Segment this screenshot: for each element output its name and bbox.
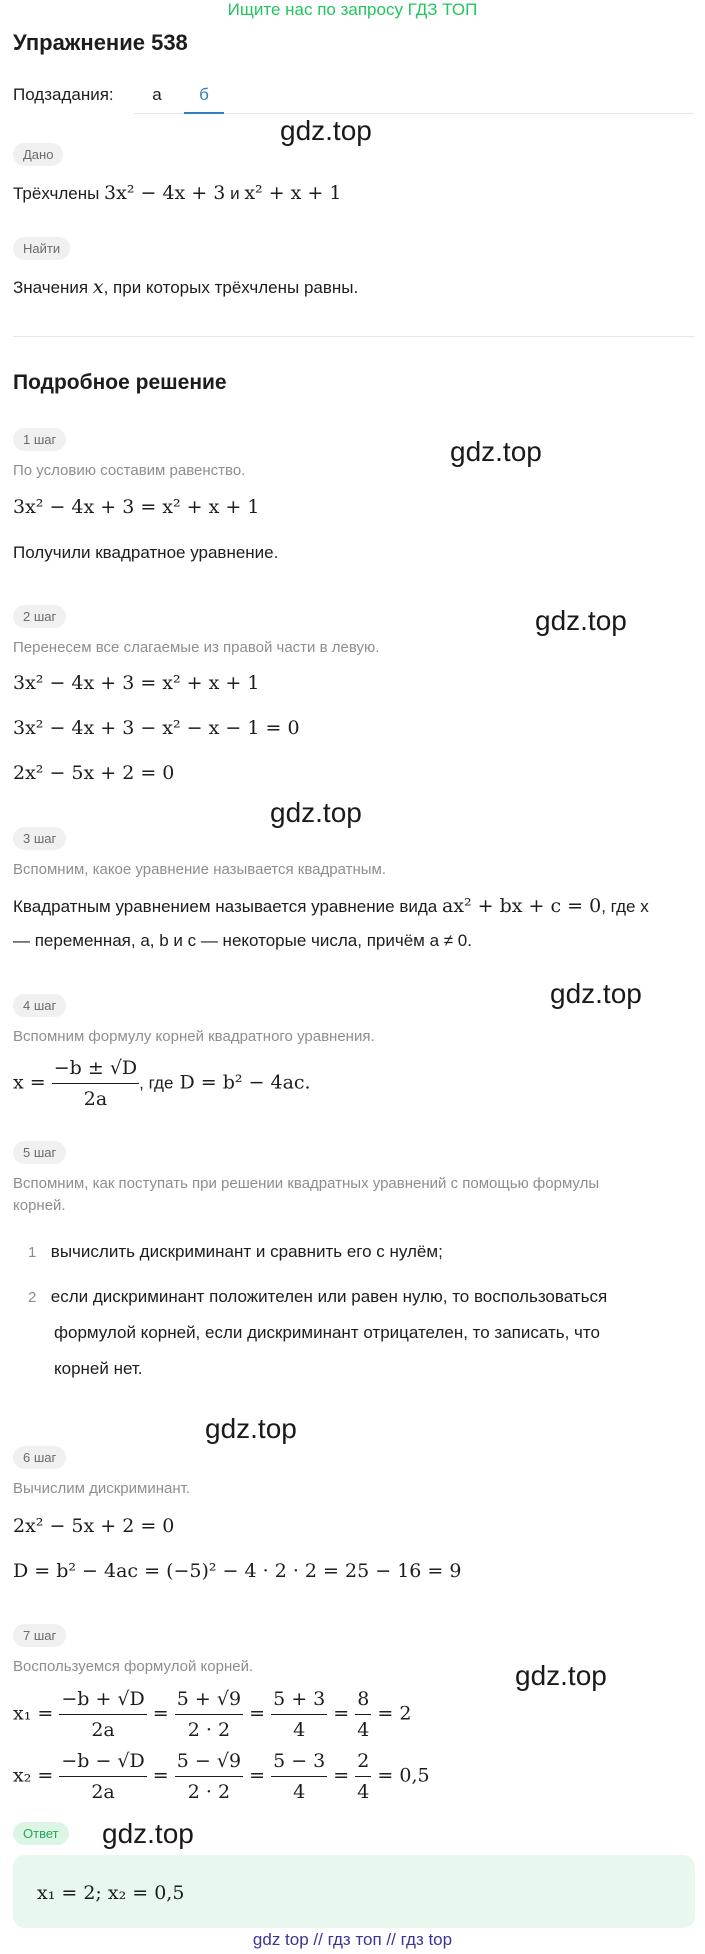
step3-definition-line1: Квадратным уравнением называется уравнение вида ax² + bx + c = 0, где x (13, 895, 649, 917)
step3-badge: 3 шаг (13, 827, 66, 850)
watermark: gdz.top (515, 1660, 607, 1691)
step6-hint: Вычислим дискриминант. (13, 1480, 190, 1497)
watermark: gdz.top (550, 978, 642, 1009)
step1-note: Получили квадратное уравнение. (13, 543, 279, 562)
tab-subtask-b[interactable]: б (199, 85, 209, 104)
page-title: Упражнение 538 (13, 30, 188, 55)
find-text: Значения x, при которых трёхчлены равны. (13, 276, 359, 298)
active-tab-indicator (184, 112, 224, 114)
section-divider (13, 336, 695, 337)
watermark: gdz.top (280, 115, 372, 146)
given-badge: Дано (13, 143, 63, 166)
step5-list-item-2-line3: корней нет. (54, 1359, 143, 1378)
step6-discriminant: D = b² − 4ac = (−5)² − 4 · 2 · 2 = 25 − 16 = 9 (13, 1560, 462, 1582)
solution-heading: Подробное решение (13, 371, 227, 394)
step6-badge: 6 шаг (13, 1446, 66, 1469)
watermark: gdz.top (270, 797, 362, 828)
step7-root-x1: x₁ = $\frac{-b + √D}{2a}$ = $\frac{5 + √9}{2 \cdot 2}$ = $\frac{5 + 3}{4}$ = $\frac{8}{4}$ = 2 (13, 1688, 412, 1741)
step5-badge: 5 шаг (13, 1141, 66, 1164)
step5-list-item-2: 2 если дискриминант положителен или равен нулю, то воспользоваться (28, 1287, 608, 1306)
step5-hint-line2: корней. (13, 1197, 66, 1214)
subtasks-label: Подзадания: (13, 85, 114, 104)
step2-equation-1: 3x² − 4x + 3 = x² + x + 1 (13, 672, 260, 694)
step6-equation: 2x² − 5x + 2 = 0 (13, 1515, 175, 1537)
watermark: gdz.top (535, 605, 627, 636)
find-badge: Найти (13, 237, 70, 260)
step1-hint: По условию составим равенство. (13, 462, 246, 479)
step4-badge: 4 шаг (13, 994, 66, 1017)
answer-badge: Ответ (13, 1822, 69, 1845)
step2-badge: 2 шаг (13, 605, 66, 628)
tab-subtask-a[interactable]: а (152, 85, 162, 104)
watermark: gdz.top (102, 1818, 194, 1849)
step1-equation: 3x² − 4x + 3 = x² + x + 1 (13, 496, 260, 518)
step5-list-item-2-line2: формулой корней, если дискриминант отрицателен, то записать, что (54, 1323, 600, 1342)
step2-equation-2: 3x² − 4x + 3 − x² − x − 1 = 0 (13, 717, 300, 739)
step4-formula: x = $\frac{-b \pm √D}{2a}$ , где D = b² − 4ac. (13, 1057, 311, 1110)
step2-equation-3: 2x² − 5x + 2 = 0 (13, 762, 175, 784)
step7-root-x2: x₂ = $\frac{-b - √D}{2a}$ = $\frac{5 - √9}{2 \cdot 2}$ = $\frac{5 - 3}{4}$ = $\frac{2}{4}$ = 0,5 (13, 1750, 430, 1803)
given-poly2: x² + x + 1 (244, 182, 342, 204)
footer-links[interactable]: gdz top // гдз топ // гдз top (252, 1930, 453, 1949)
step3-hint: Вспомним, какое уравнение называется квадратным. (13, 861, 387, 878)
watermark: gdz.top (450, 436, 542, 467)
step7-badge: 7 шаг (13, 1624, 66, 1647)
step4-hint: Вспомним формулу корней квадратного уравнения. (13, 1028, 375, 1045)
step1-badge: 1 шаг (13, 428, 66, 451)
watermark: gdz.top (205, 1413, 297, 1444)
answer-text: x₁ = 2; x₂ = 0,5 (37, 1882, 185, 1904)
given-text: Трёхчлены 3x² − 4x + 3 и x² + x + 1 (13, 182, 342, 204)
step3-definition-line2: — переменная, a, b и c — некоторые числа, причём a ≠ 0. (13, 931, 472, 950)
promo-banner: Ищите нас по запросу ГДЗ ТОП (227, 0, 478, 19)
step5-hint-line1: Вспомним, как поступать при решении квадратных уравнений с помощью формулы (13, 1175, 600, 1192)
step5-list-item-1: 1 вычислить дискриминант и сравнить его с нулём; (28, 1242, 443, 1261)
step2-hint: Перенесем все слагаемые из правой части в левую. (13, 639, 380, 656)
given-poly1: 3x² − 4x + 3 (104, 182, 226, 204)
step7-hint: Воспользуемся формулой корней. (13, 1658, 254, 1675)
